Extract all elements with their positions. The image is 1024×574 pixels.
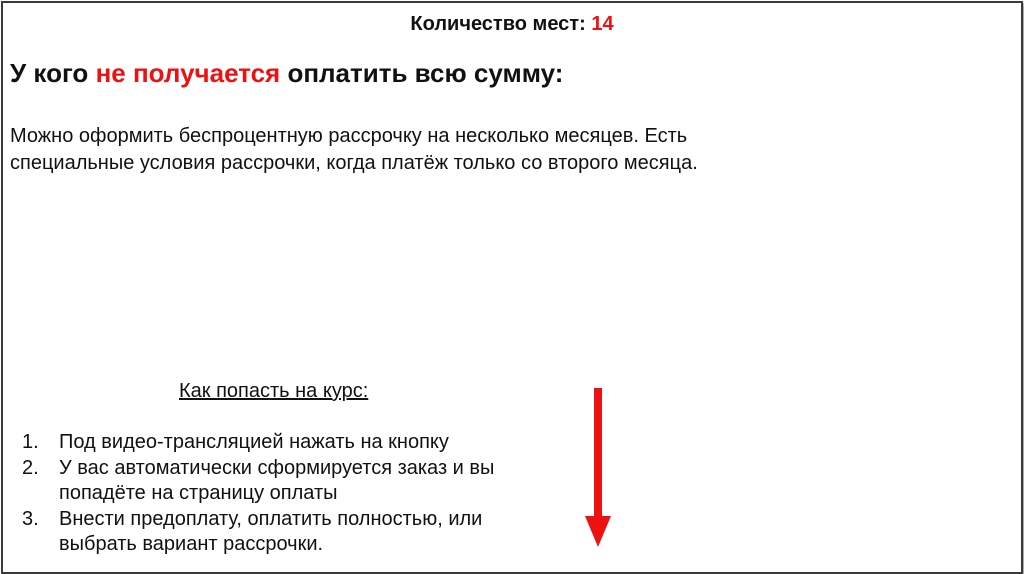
headline-accent: не получается (95, 58, 281, 88)
page-title (10, 58, 563, 89)
step-text: Под видео-трансляцией нажать на кнопку (59, 431, 449, 453)
step-marker: 1. (22, 431, 39, 453)
seats-count: 14 (591, 13, 614, 35)
list-item (22, 430, 562, 456)
step-text: У вас автоматически сформируется заказ и вы попадёте на страницу оплаты (59, 456, 495, 504)
seats-label: Количество мест: (410, 13, 586, 35)
installment-paragraph: Можно оформить беспроцентную рассрочку на несколько месяцев. Есть специальные условия рассрочки, когда платёж только со второго месяца. (10, 125, 698, 174)
step-marker: 2. (22, 456, 39, 479)
arrow-shaft (594, 388, 602, 520)
step-marker: 3. (22, 507, 39, 530)
steps-list (22, 430, 562, 558)
headline-prefix: У кого (10, 58, 89, 88)
list-item (22, 507, 562, 558)
arrow-head (585, 516, 611, 547)
headline-suffix: оплатить всю сумму: (287, 58, 564, 88)
howto-title: Как попасть на курс: (179, 380, 369, 402)
step-text: Внести предоплату, оплатить полностью, или выбрать вариант рассрочки. (59, 507, 483, 555)
list-item (22, 456, 562, 507)
seats-count-line (0, 13, 1024, 36)
down-arrow-icon (585, 388, 611, 548)
